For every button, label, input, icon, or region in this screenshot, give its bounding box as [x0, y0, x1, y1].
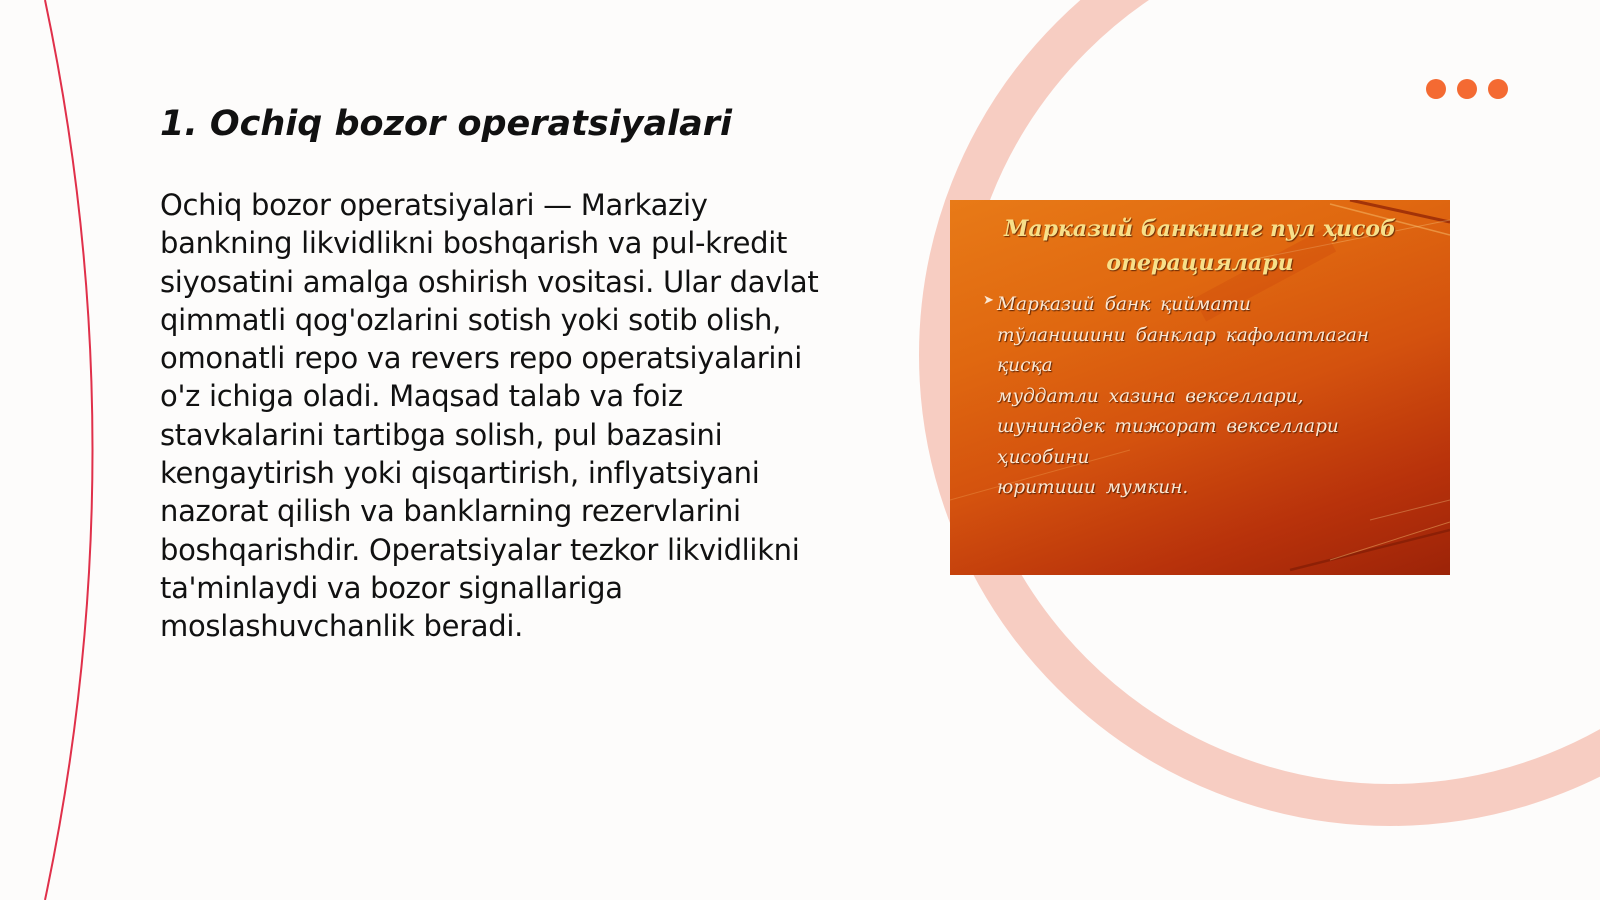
embedded-slide-image	[950, 200, 1450, 575]
bullet-line: юритиши мумкин.	[997, 477, 1189, 498]
menu-dots-icon[interactable]	[1426, 79, 1508, 99]
bullet-line: қисқа	[997, 355, 1053, 376]
dot-icon	[1457, 79, 1477, 99]
bullet-line: тўланишини банклар кафолатлаган	[997, 324, 1370, 346]
bullet-line: муддатли хазина векселлари,	[997, 385, 1304, 407]
embedded-slide-title: Марказий банкнинг пул ҳисоб операциялари	[1004, 216, 1396, 276]
slide-body-text: Ochiq bozor operatsiyalari — Markaziy bankning likvidlikni boshqarish va pul-kredit siyosatini amalga oshirish vositasi. Ular davlat qimmatli qog'ozlarini sotish yoki sotib olish, omonatli repo va revers repo operatsiyalarini o'z ichiga oladi. Maqsad talab va foiz stavkalarini tartibga solish, pul bazasini kengaytirish yoki qisqartirish, inflyatsiyani nazorat qilish va banklarning rezervlarini boshqarishdir. Operatsiyalar tezkor likvidlikni ta'minlaydi va bozor signallariga moslashuvchanlik beradi.	[160, 188, 819, 644]
decorative-side-line	[45, 0, 93, 900]
dot-icon	[1488, 79, 1508, 99]
dot-icon	[1426, 79, 1446, 99]
embedded-slide-bullet	[997, 290, 1417, 504]
bullet-line: ҳисобини	[997, 446, 1090, 468]
slide-title: 1. Ochiq bozor operatsiyalari	[160, 104, 733, 144]
bullet-line: шунингдек тижорат векселлари	[997, 416, 1339, 437]
arrow-bullet-icon: ➤	[983, 293, 994, 308]
bullet-line: Марказий банк қиймати	[997, 294, 1251, 315]
